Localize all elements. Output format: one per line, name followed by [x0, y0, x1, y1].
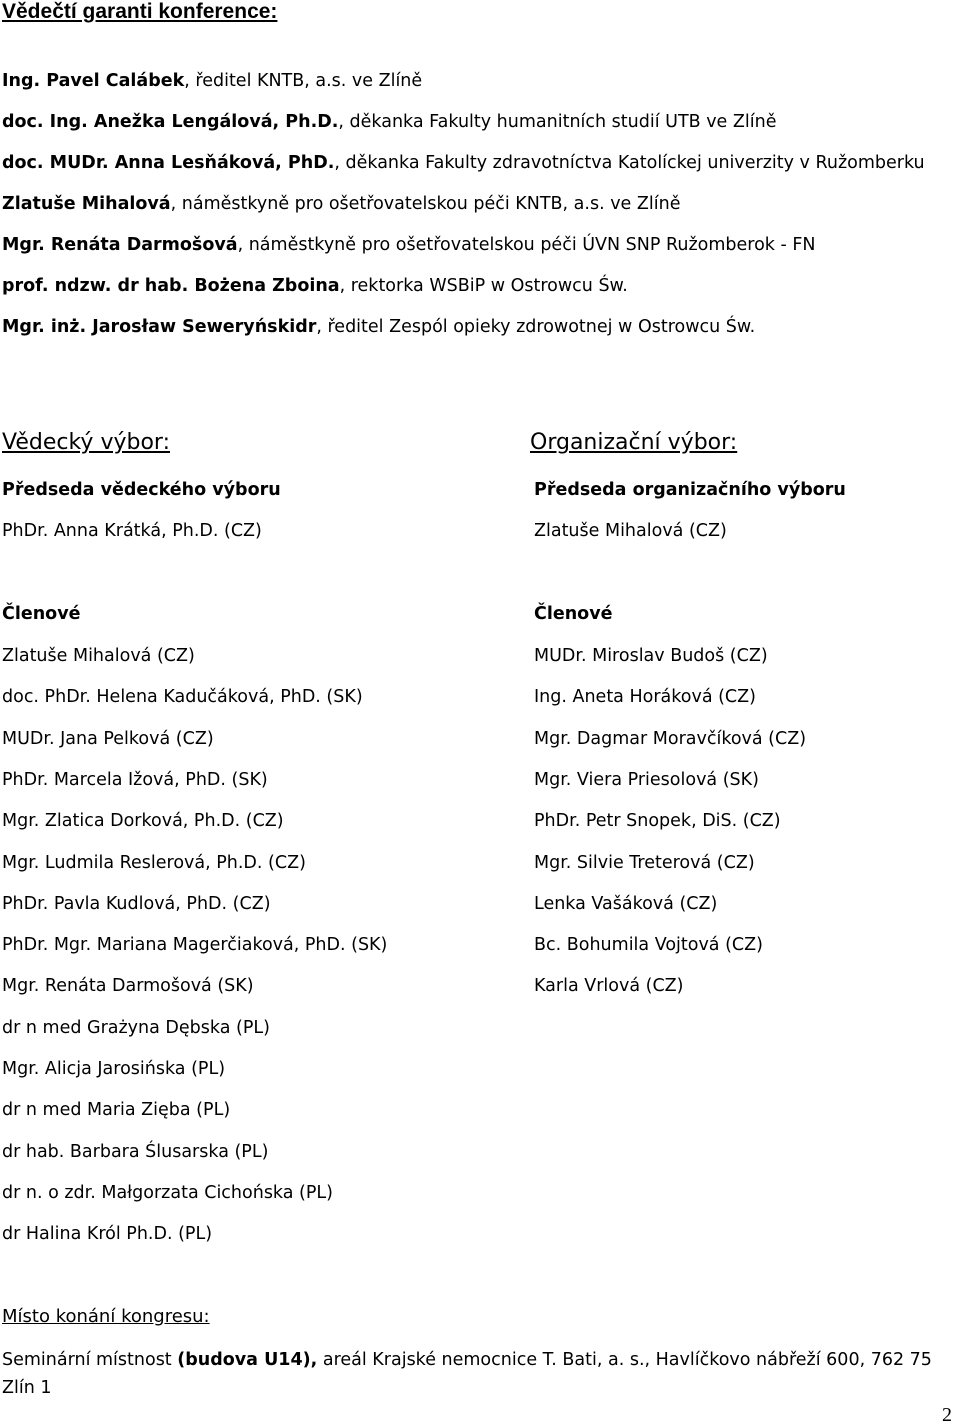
committee-member: dr Halina Król Ph.D. (PL) [2, 1224, 213, 1244]
committee-member: Mgr. Viera Priesolová (SK) [534, 770, 759, 790]
organizing-members-label: Členové [534, 604, 613, 624]
guarantor-row [2, 111, 776, 133]
page-number: 2 [942, 1404, 952, 1426]
guarantor-name: doc. MUDr. Anna Lesňáková, PhD. [2, 153, 335, 173]
guarantor-role: , náměstkyně pro ošetřovatelskou péči KNTB, a.s. ve Zlíně [170, 194, 681, 214]
committee-member: PhDr. Petr Snopek, DiS. (CZ) [534, 811, 781, 831]
guarantor-row [2, 275, 628, 297]
committee-member: Mgr. Alicja Jarosińska (PL) [2, 1059, 226, 1079]
committee-member: MUDr. Miroslav Budoš (CZ) [534, 646, 768, 666]
scientific-chair-label: Předseda vědeckého výboru [2, 480, 281, 500]
guarantor-row [2, 316, 755, 338]
guarantor-row [2, 70, 422, 92]
venue-prefix: Seminární místnost [2, 1350, 178, 1370]
committee-member: PhDr. Pavla Kudlová, PhD. (CZ) [2, 894, 271, 914]
guarantor-role: , ředitel Zespól opieky zdrowotnej w Ostrowcu Św. [316, 317, 756, 337]
guarantor-row [2, 152, 925, 174]
guarantor-name: Mgr. Renáta Darmošová [2, 235, 238, 255]
guarantor-role: , ředitel KNTB, a.s. ve Zlíně [184, 71, 423, 91]
committee-member: Mgr. Ludmila Reslerová, Ph.D. (CZ) [2, 853, 306, 873]
committee-member: Lenka Vašáková (CZ) [534, 894, 718, 914]
committee-member: Mgr. Dagmar Moravčíková (CZ) [534, 729, 807, 749]
organizing-chair: Zlatuše Mihalová (CZ) [534, 521, 727, 541]
committee-member: MUDr. Jana Pelková (CZ) [2, 729, 214, 749]
committee-member: dr n med Maria Zięba (PL) [2, 1100, 231, 1120]
guarantor-name: Mgr. inż. Jarosław Seweryńskidr [2, 317, 317, 337]
organizing-committee-title: Organizační výbor: [530, 430, 738, 455]
committee-member: PhDr. Marcela Ižová, PhD. (SK) [2, 770, 268, 790]
scientific-committee-title: Vědecký výbor: [2, 430, 170, 455]
guarantor-row [2, 193, 680, 215]
guarantor-role: , náměstkyně pro ošetřovatelskou péči ÚVN SNP Ružomberok - FN [237, 235, 816, 255]
guarantor-role: , rektorka WSBiP w Ostrowcu Św. [339, 276, 628, 296]
guarantors-title: Vědečtí garanti konference: [2, 0, 278, 23]
venue-suffix: areál Krajské nemocnice T. Bati, a. s., Havlíčkovo nábřeží 600, 762 75 Zlín 1 [2, 1350, 932, 1398]
committee-member: Mgr. Silvie Treterová (CZ) [534, 853, 755, 873]
committee-member: Ing. Aneta Horáková (CZ) [534, 687, 756, 707]
scientific-members-label: Členové [2, 604, 81, 624]
guarantor-name: Zlatuše Mihalová [2, 194, 171, 214]
venue-text [2, 1346, 952, 1402]
committee-member: doc. PhDr. Helena Kadučáková, PhD. (SK) [2, 687, 363, 707]
committee-member: Zlatuše Mihalová (CZ) [2, 646, 195, 666]
scientific-chair: PhDr. Anna Krátká, Ph.D. (CZ) [2, 521, 262, 541]
committee-member: Mgr. Renáta Darmošová (SK) [2, 976, 254, 996]
organizing-chair-label: Předseda organizačního výboru [534, 480, 846, 500]
guarantor-role: , děkanka Fakulty humanitních studií UTB ve Zlíně [338, 112, 777, 132]
guarantor-name: prof. ndzw. dr hab. Bożena Zboina [2, 276, 340, 296]
committee-member: Bc. Bohumila Vojtová (CZ) [534, 935, 763, 955]
venue-title: Místo konání kongresu: [2, 1306, 210, 1327]
committee-member: dr n. o zdr. Małgorzata Cichońska (PL) [2, 1183, 334, 1203]
guarantor-row [2, 234, 816, 256]
guarantor-name: Ing. Pavel Calábek [2, 71, 185, 91]
committee-member: dr n med Grażyna Dębska (PL) [2, 1018, 270, 1038]
committee-member: PhDr. Mgr. Mariana Magerčiaková, PhD. (SK) [2, 935, 388, 955]
venue-building: (budova U14), [177, 1350, 318, 1370]
committee-member: dr hab. Barbara Ślusarska (PL) [2, 1142, 269, 1162]
committee-member: Karla Vrlová (CZ) [534, 976, 684, 996]
committee-member: Mgr. Zlatica Dorková, Ph.D. (CZ) [2, 811, 284, 831]
guarantor-name: doc. Ing. Anežka Lengálová, Ph.D. [2, 112, 339, 132]
guarantor-role: , děkanka Fakulty zdravotníctva Katolíckej univerzity v Ružomberku [334, 153, 925, 173]
